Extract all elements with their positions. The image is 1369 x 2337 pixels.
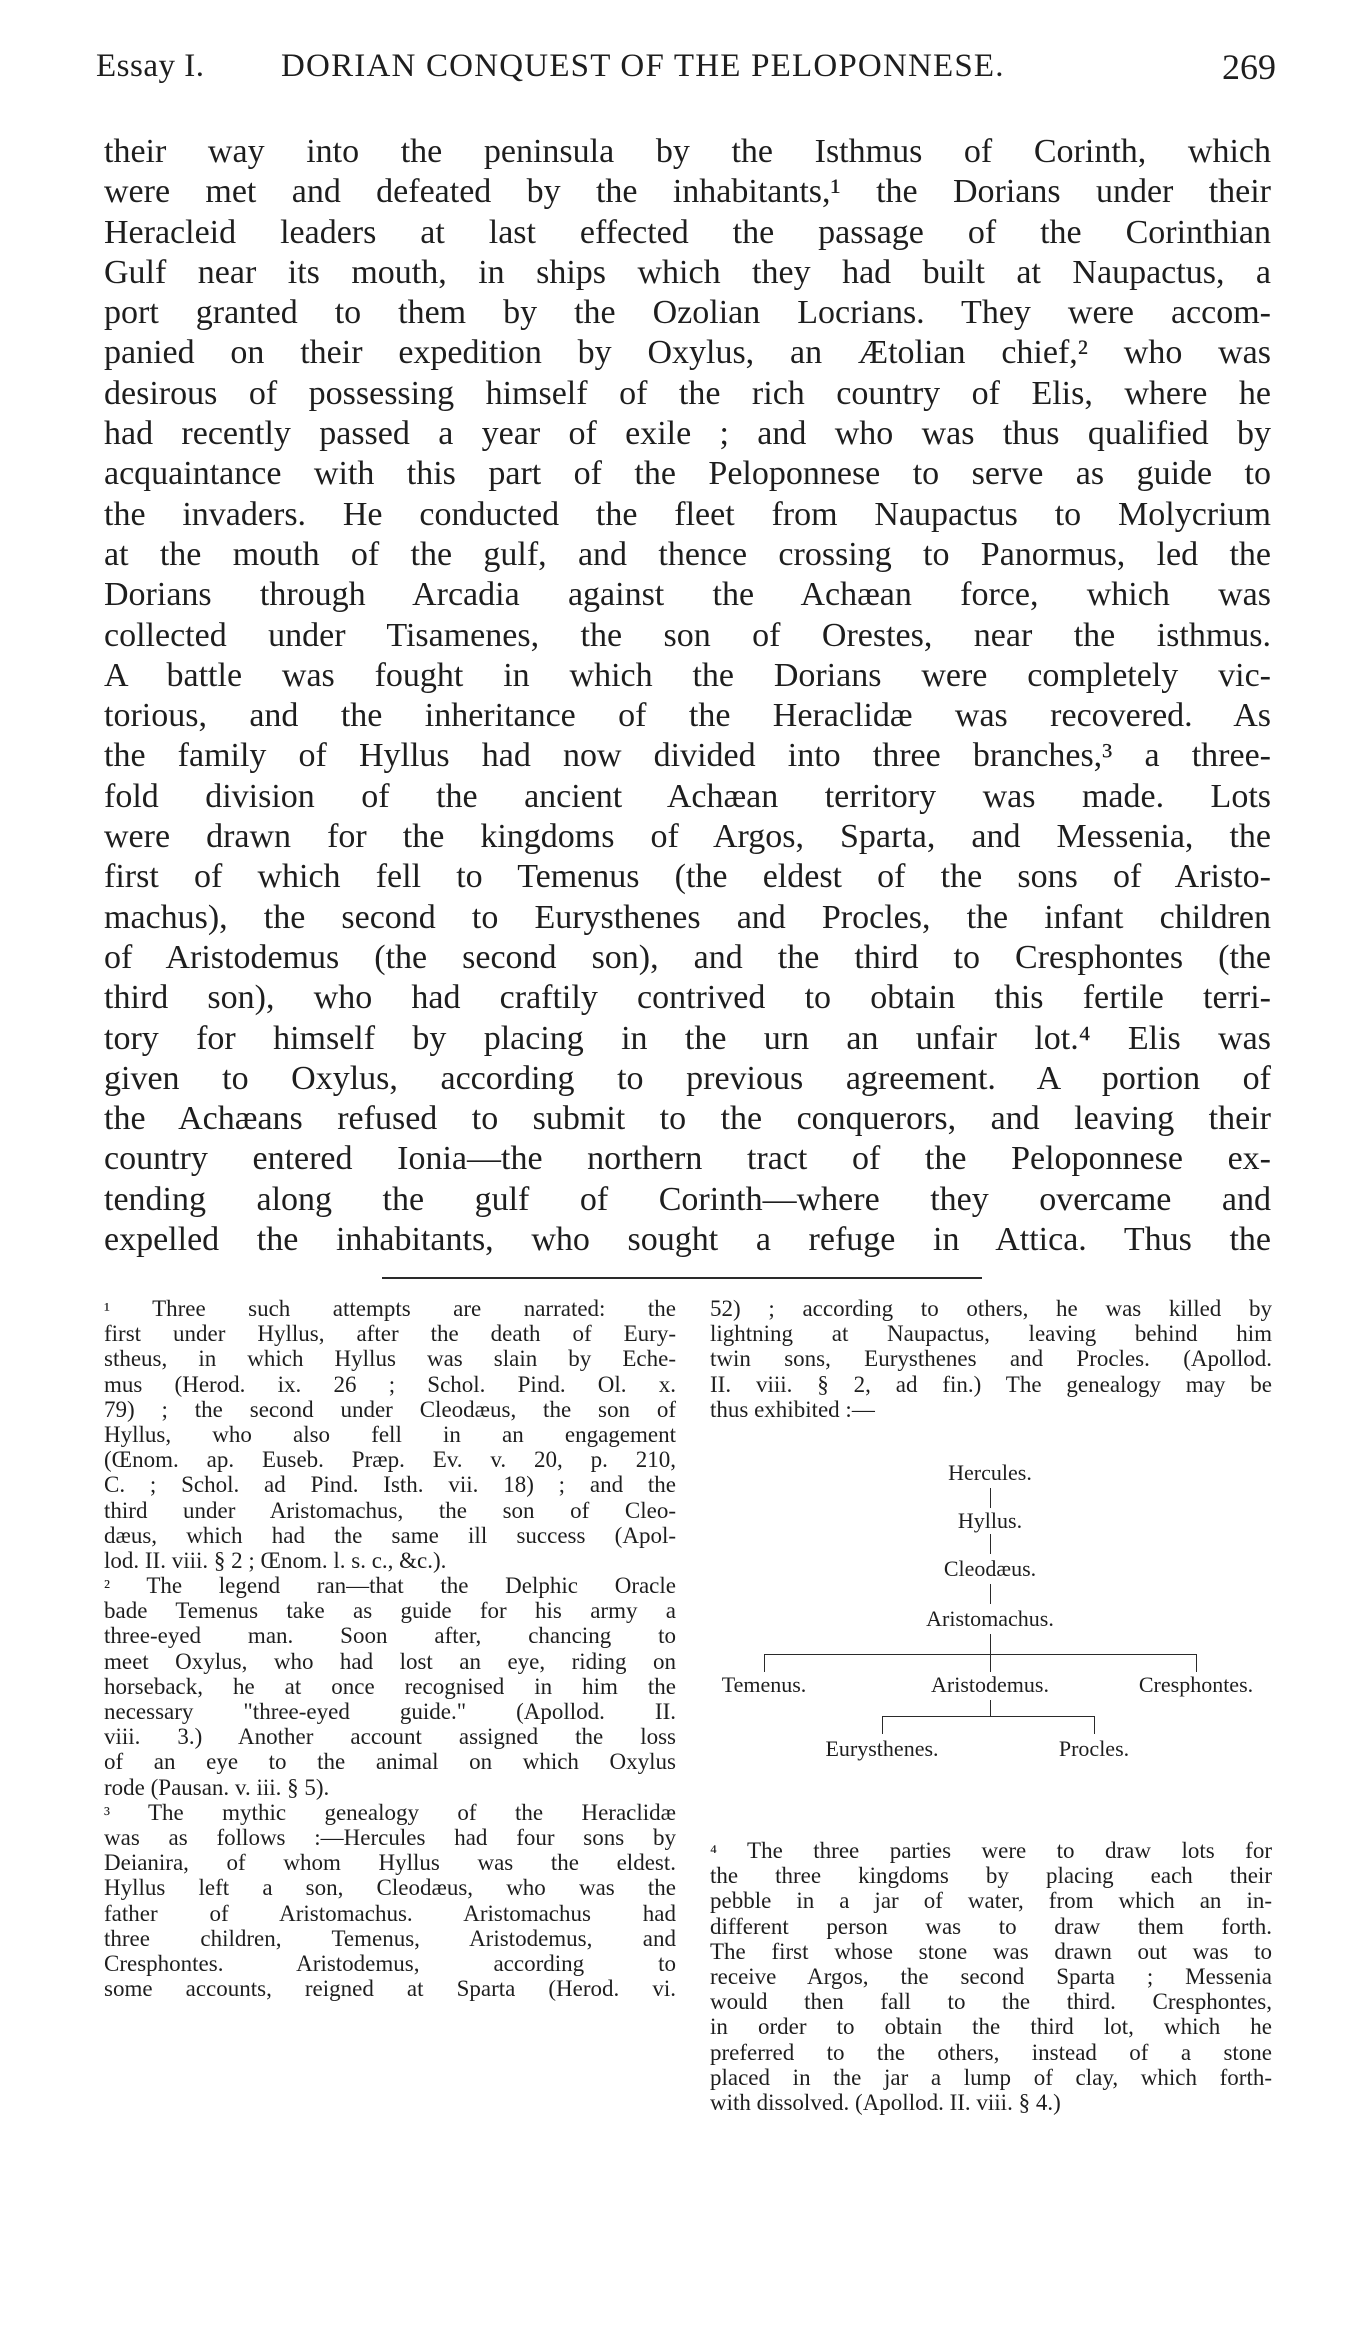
footnote-line [104,1850,676,1875]
genealogy-connector [990,1534,991,1554]
footnote-text: of an eye to the animal on which Oxylus [104,1749,676,1775]
text-line: country entered Ionia—the northern tract of the Peloponnese ex- [104,1140,1271,1178]
text-line: tending along the gulf of Corinth—where they overcame and [104,1180,1271,1218]
footnote-text: with dissolved. (Apollod. II. viii. § 4.) [710,2089,1061,2115]
text-line: fold division of the ancient Achæan territory was made. Lots [104,777,1271,815]
footnote-line [104,1523,676,1548]
text-line: panied on their expedition by Oxylus, an Ætolian chief,² who was [104,334,1271,372]
text-line: their way into the peninsula by the Isthmus of Corinth, which [104,133,1271,170]
genealogy-connector [764,1654,765,1672]
genealogy-node-temenus: Temenus. [721,1672,807,1697]
footnote-number: ³ [104,1802,110,1825]
text-line: were met and defeated by the inhabitants,¹ the Dorians under their [104,173,1271,211]
footnote-text: preferred to the others, instead of a stone [710,2039,1272,2065]
footnote-line [104,1926,676,1951]
footnote-text: Hyllus left a son, Cleodæus, who was the [104,1875,676,1901]
text-line: Dorians through Arcadia against the Achæan force, which was [104,576,1271,614]
footnote-text: necessary "three-eyed guide." (Apollod. II. [104,1699,676,1724]
footnote-text: The legend ran—that the Delphic Oracle [146,1573,676,1599]
footnote-line [710,2065,1272,2090]
footnote-text: stheus, in which Hyllus was slain by Eche- [104,1346,676,1372]
footnote-line [104,1699,676,1724]
footnote-text: viii. 3.) Another account assigned the loss [104,1724,676,1750]
footnote-line [104,1321,676,1346]
footnotes-right-column-top [710,1296,1272,1422]
genealogy-connector [990,1654,991,1672]
footnote-text: The first whose stone was drawn out was to [710,1938,1272,1964]
text-line: Heracleid leaders at last effected the passage of the Corinthian [104,213,1271,251]
footnote-text: thus exhibited :— [710,1396,875,1422]
footnote-text: 52) ; according to others, he was killed by [710,1296,1272,1321]
footnote-line [710,2090,1272,2115]
footnote-text: was as follows :—Hercules had four sons by [104,1824,676,1850]
text-line: torious, and the inheritance of the Heraclidæ was recovered. As [104,697,1271,735]
genealogy-node-hercules: Hercules. [948,1460,1032,1485]
footnote-text: Deianira, of whom Hyllus was the eldest. [104,1850,676,1876]
footnote-text: C. ; Schol. ad Pind. Isth. vii. 18) ; and the [104,1472,676,1498]
footnote-line [104,1598,676,1623]
footnote-text: Hyllus, who also fell in an engagement [104,1421,676,1447]
text-line: collected under Tisamenes, the son of Orestes, near the isthmus. [104,616,1271,654]
footnote-line [104,1397,676,1422]
footnote-start-line [710,1838,1272,1863]
text-line: were drawn for the kingdoms of Argos, Sparta, and Messenia, the [104,818,1271,856]
footnote-line [710,1863,1272,1888]
footnote-line [104,1825,676,1850]
footnote-line [104,1875,676,1900]
footnote-text: would then fall to the third. Cresphontes, [710,1989,1272,2015]
footnote-text: 79) ; the second under Cleodæus, the son of [104,1396,676,1422]
genealogy-node-procles: Procles. [1058,1736,1130,1761]
genealogy-connector [1094,1716,1095,1734]
footnote-line [104,1548,676,1573]
footnote-line [710,1321,1272,1346]
footnote-start-line [104,1800,676,1825]
footnote-start-line [104,1573,676,1598]
footnote-line [104,1623,676,1648]
footnote-line [104,1951,676,1976]
footnote-line [710,1397,1272,1422]
genealogy-node-aristomachus: Aristomachus. [926,1606,1054,1631]
footnote-line [104,1472,676,1497]
footnote-line [104,1901,676,1926]
footnote-line [104,1749,676,1774]
text-line: port granted to them by the Ozolian Locrians. They were accom- [104,294,1271,332]
genealogy-node-cresphontes: Cresphontes. [1138,1672,1254,1697]
genealogy-node-aristodemus: Aristodemus. [931,1672,1049,1697]
footnote-divider [382,1277,982,1279]
text-line: acquaintance with this part of the Peloponnese to serve as guide to [104,455,1271,493]
footnote-line [104,1346,676,1371]
footnote-text: lod. II. viii. § 2 ; Œnom. l. s. c., &c.). [104,1547,447,1573]
text-line: given to Oxylus, according to previous agreement. A portion of [104,1059,1271,1097]
footnote-text: meet Oxylus, who had lost an eye, riding on [104,1648,676,1674]
footnote-text: three-eyed man. Soon after, chancing to [104,1623,676,1649]
footnote-text: three children, Temenus, Aristodemus, and [104,1925,676,1951]
footnote-line [710,1989,1272,2014]
footnote-line [710,1346,1272,1371]
footnote-text: third under Aristomachus, the son of Cleo- [104,1497,676,1523]
footnote-text: placed in the jar a lump of clay, which forth- [710,2064,1272,2090]
page-number: 269 [1222,47,1276,87]
text-line: at the mouth of the gulf, and thence crossing to Panormus, led the [104,535,1271,573]
footnote-start-line [104,1296,676,1321]
footnote-line [710,1372,1272,1397]
footnote-text: rode (Pausan. v. iii. § 5). [104,1774,330,1800]
footnote-line [104,1775,676,1800]
text-line: tory for himself by placing in the urn an unfair lot.⁴ Elis was [104,1019,1271,1057]
footnote-text: dæus, which had the same ill success (Apol- [104,1522,676,1548]
chapter-title: DORIAN CONQUEST OF THE PELOPONNESE. [281,48,1005,84]
footnote-text: mus (Herod. ix. 26 ; Schol. Pind. Ol. x. [104,1371,676,1397]
text-line: Gulf near its mouth, in ships which they had built at Naupactus, a [104,253,1271,291]
footnote-line [710,2040,1272,2065]
footnote-text: (Œnom. ap. Euseb. Præp. Ev. v. 20, p. 210, [104,1447,676,1473]
footnote-line [710,1964,1272,1989]
footnote-line [104,1422,676,1447]
footnote-line [104,1724,676,1749]
footnote-line [104,1674,676,1699]
footnote-text: bade Temenus take as guide for his army a [104,1598,676,1624]
genealogy-tree [700,1460,1280,1820]
essay-label: Essay I. [96,48,205,84]
footnote-text: II. viii. § 2, ad fin.) The genealogy may be [710,1371,1272,1397]
footnote-text: twin sons, Eurysthenes and Procles. (Apollod. [710,1346,1272,1372]
footnotes-left-column [104,1296,676,2001]
footnote-text: different person was to draw them forth. [710,1913,1272,1939]
text-line: machus), the second to Eurysthenes and Procles, the infant children [104,898,1271,936]
footnote-text: in order to obtain the third lot, which he [710,2014,1272,2040]
genealogy-node-cleodaeus: Cleodæus. [943,1556,1037,1581]
footnote-text: some accounts, reigned at Sparta (Herod. vi. [104,1976,676,2002]
footnote-text: the three kingdoms by placing each their [710,1863,1272,1889]
footnote-text: pebble in a jar of water, from which an in- [710,1888,1272,1914]
footnote-line [710,1914,1272,1939]
footnotes-right-column-bottom [710,1838,1272,2115]
footnote-line [710,2014,1272,2039]
text-line: the invaders. He conducted the fleet from Naupactus to Molycrium [104,495,1271,533]
text-line: of Aristodemus (the second son), and the third to Cresphontes (the [104,938,1271,976]
genealogy-connector [1196,1654,1197,1672]
genealogy-node-eurysthenes: Eurysthenes. [825,1736,939,1761]
genealogy-connector [990,1584,991,1604]
footnote-number: ⁴ [710,1841,717,1863]
text-line: the family of Hyllus had now divided into three branches,³ a three- [104,737,1271,775]
footnote-text: first under Hyllus, after the death of Eury- [104,1321,676,1347]
text-line: third son), who had craftily contrived to obtain this fertile terri- [104,979,1271,1017]
footnote-line [104,1372,676,1397]
footnote-number: ² [104,1576,110,1599]
footnote-text: The three parties were to draw lots for [747,1838,1272,1863]
footnote-line [710,1888,1272,1913]
footnote-line [710,1939,1272,1964]
genealogy-branch-line [882,1716,1094,1717]
text-line: A battle was fought in which the Dorians were completely vic- [104,656,1271,694]
running-header [96,48,1276,98]
footnote-text: receive Argos, the second Sparta ; Messenia [710,1963,1272,1989]
text-line: the Achæans refused to submit to the conquerors, and leaving their [104,1100,1271,1138]
footnote-line [710,1296,1272,1321]
genealogy-connector [990,1634,991,1654]
genealogy-branch-line [764,1654,1196,1655]
text-line: desirous of possessing himself of the rich country of Elis, where he [104,374,1271,412]
genealogy-node-hyllus: Hyllus. [957,1508,1023,1533]
footnote-text: lightning at Naupactus, leaving behind him [710,1321,1272,1347]
genealogy-connector [990,1488,991,1508]
text-line: first of which fell to Temenus (the eldest of the sons of Aristo- [104,858,1271,896]
footnote-text: Three such attempts are narrated: the [152,1296,676,1321]
footnote-text: father of Aristomachus. Aristomachus had [104,1900,676,1926]
genealogy-connector [990,1700,991,1716]
footnote-text: horseback, he at once recognised in him the [104,1673,676,1699]
text-line: expelled the inhabitants, who sought a refuge in Attica. Thus the [104,1221,1271,1259]
body-text [104,132,1271,1260]
footnote-number: ¹ [104,1299,110,1321]
footnote-line [104,1649,676,1674]
footnote-text: Cresphontes. Aristodemus, according to [104,1950,676,1976]
footnote-line [104,1976,676,2001]
footnote-text: The mythic genealogy of the Heraclidæ [148,1799,676,1825]
footnote-line [104,1498,676,1523]
genealogy-connector [882,1716,883,1734]
footnote-line [104,1447,676,1472]
text-line: had recently passed a year of exile ; and who was thus qualified by [104,415,1271,453]
